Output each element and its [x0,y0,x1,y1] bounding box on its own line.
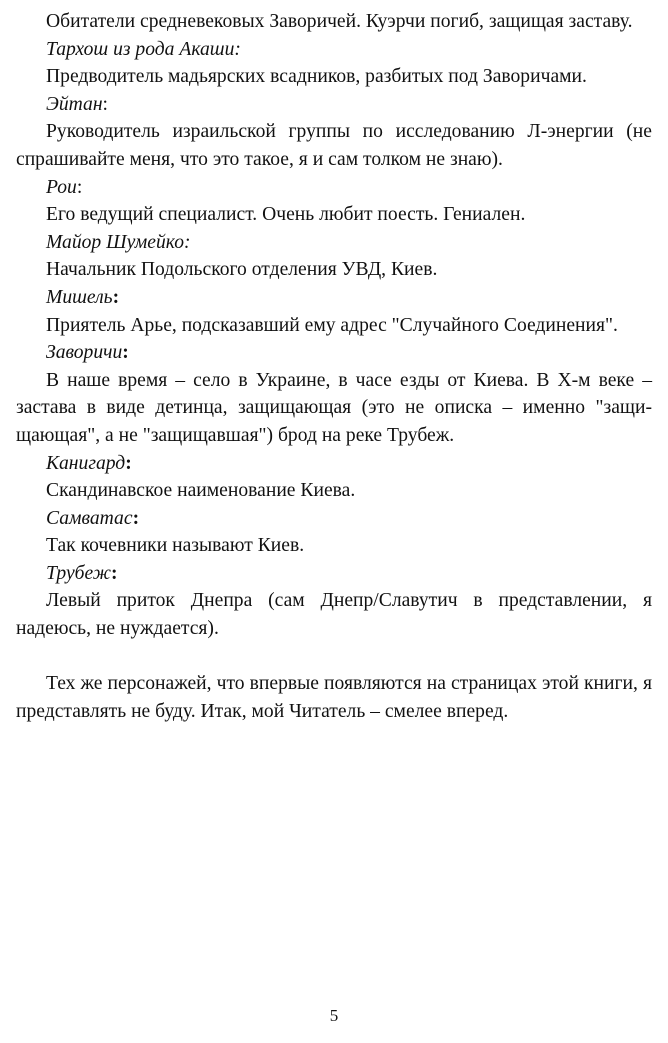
glossary-description: Приятель Арье, подсказавший ему адрес "Случайного Соединения". [46,314,618,336]
term-colon: : [234,38,241,60]
glossary-term [16,91,652,119]
term-colon: : [122,342,129,364]
glossary-description: Скандинавское наименование Киева. [46,480,356,502]
term-name: Канигард [46,452,126,474]
term-name: Эйтан [46,93,103,115]
term-name: Тархош из рода Акаши [46,38,235,60]
glossary-description: Его ведущий специалист. Очень любит поесть. Гениален. [46,204,526,226]
closing-paragraph: Тех же персонажей, что впервые появляются на страницах этой книги, я представлять не буду. Итак, мой Читатель – смелее вперед. [16,673,652,722]
glossary-term [16,174,652,202]
term-name: Рои [46,176,77,198]
glossary-description: Так кочевники называют Киев. [46,535,305,557]
term-colon: : [132,507,140,529]
glossary-term [16,229,652,257]
glossary-description: Предводитель мадьярских всадников, разбитых под Заворичами. [46,66,587,88]
glossary-description: Руководитель израильской группы по исследованию Л-энергии (не спрашивайте меня, что это такое, я и сам толком не знаю). [16,121,652,170]
glossary-description: Начальник Подольского отделения УВД, Киев. [46,259,438,281]
term-colon: : [102,93,108,115]
term-name: Трубеж [46,562,111,584]
term-colon: : [112,286,120,308]
term-colon: : [110,562,118,584]
term-colon: : [184,231,191,253]
term-name: Мишель [46,286,113,308]
glossary-term [16,560,652,588]
glossary-term [16,450,652,478]
term-name: Заворичи [46,342,123,364]
paragraph-gap [16,643,652,671]
term-colon: : [76,176,83,198]
glossary-term [16,284,652,312]
glossary-term [16,36,652,64]
glossary-description: Левый приток Днепра (сам Днепр/Славутич в представлении, я надеюсь, не нуждается). [16,590,652,640]
page-number: 5 [329,1006,339,1025]
page-body [16,8,652,725]
continuation-paragraph: Обитатели средневековых Заворичей. Куэрчи погиб, защищая заставу. [46,11,633,32]
term-name: Майор Шумейко [46,231,184,253]
glossary-term [16,339,652,367]
glossary-term [16,505,652,533]
glossary-description: В наше время – село в Украине, в часе езды от Киева. В X-м веке – застава в виде детинца, защищающая (это не описка – именно "защищающая", а не "защищавшая") брод на реке Трубеж. [16,369,652,446]
term-name: Самватас [46,507,133,529]
term-colon: : [125,452,132,474]
